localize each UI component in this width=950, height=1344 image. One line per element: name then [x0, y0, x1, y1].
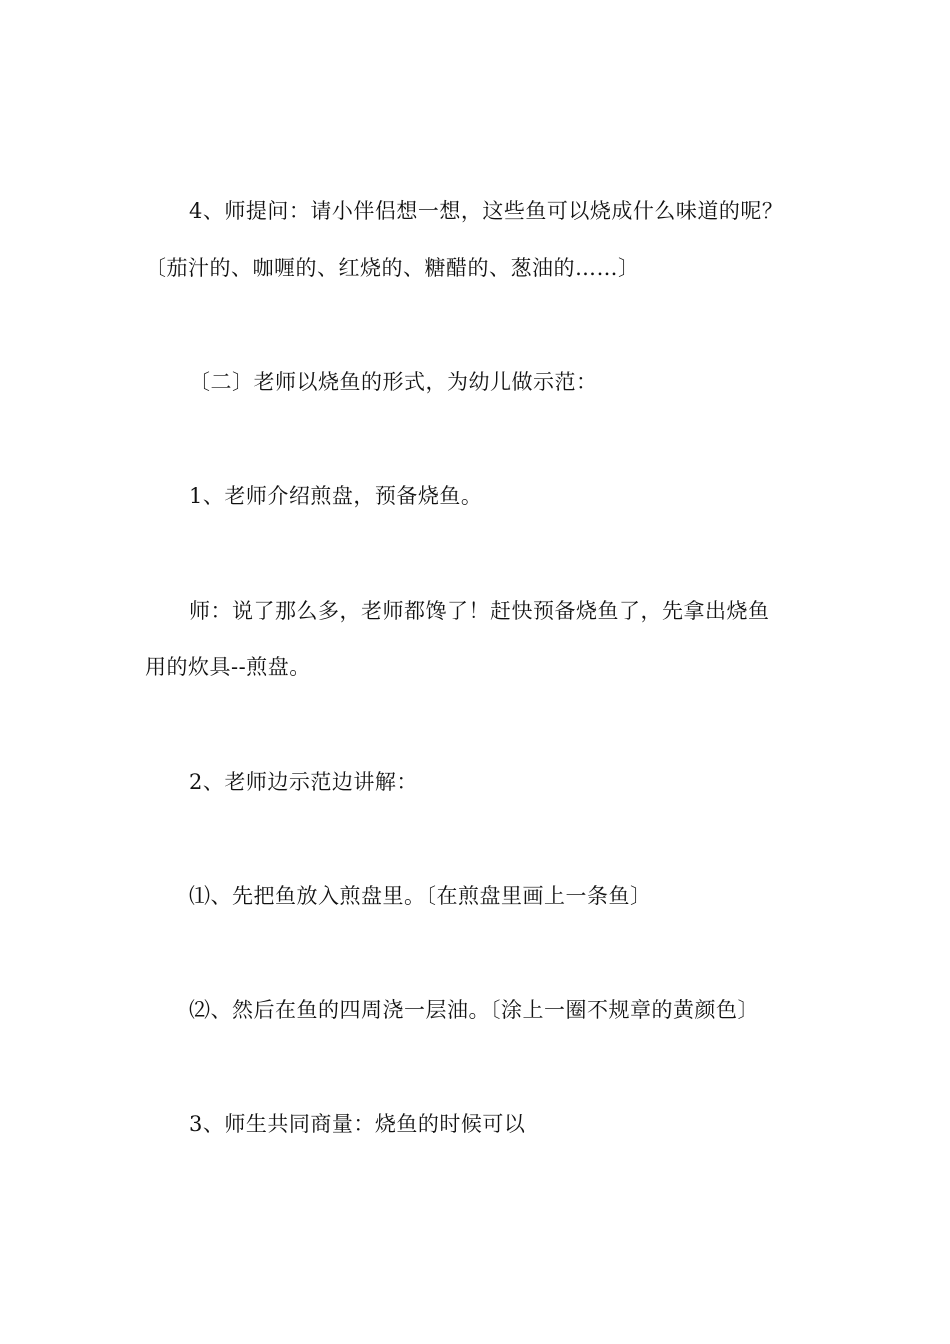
paragraph-line: 3、师生共同商量：烧鱼的时候可以 [189, 1112, 526, 1136]
paragraph-line: 2、老师边示范边讲解： [189, 770, 418, 794]
paragraph-line: 〔茄汁的、咖喱的、红烧的、糖醋的、葱油的……〕 [145, 256, 640, 280]
paragraph-line: 师：说了那么多，老师都馋了！赶快预备烧鱼了，先拿出烧鱼 [189, 599, 770, 623]
section-heading: 〔二〕老师以烧鱼的形式，为幼儿做示范： [189, 370, 598, 394]
paragraph-line: ⑴、先把鱼放入煎盘里。〔在煎盘里画上一条鱼〕 [189, 884, 652, 908]
paragraph-line: 1、老师介绍煎盘，预备烧鱼。 [189, 484, 483, 508]
paragraph-line: 用的炊具--煎盘。 [145, 655, 311, 679]
paragraph-line: ⑵、然后在鱼的四周浇一层油。〔涂上一圈不规章的黄颜色〕 [189, 998, 759, 1022]
paragraph-line: 4、师提问：请小伴侣想一想，这些鱼可以烧成什么味道的呢？ [189, 199, 784, 223]
